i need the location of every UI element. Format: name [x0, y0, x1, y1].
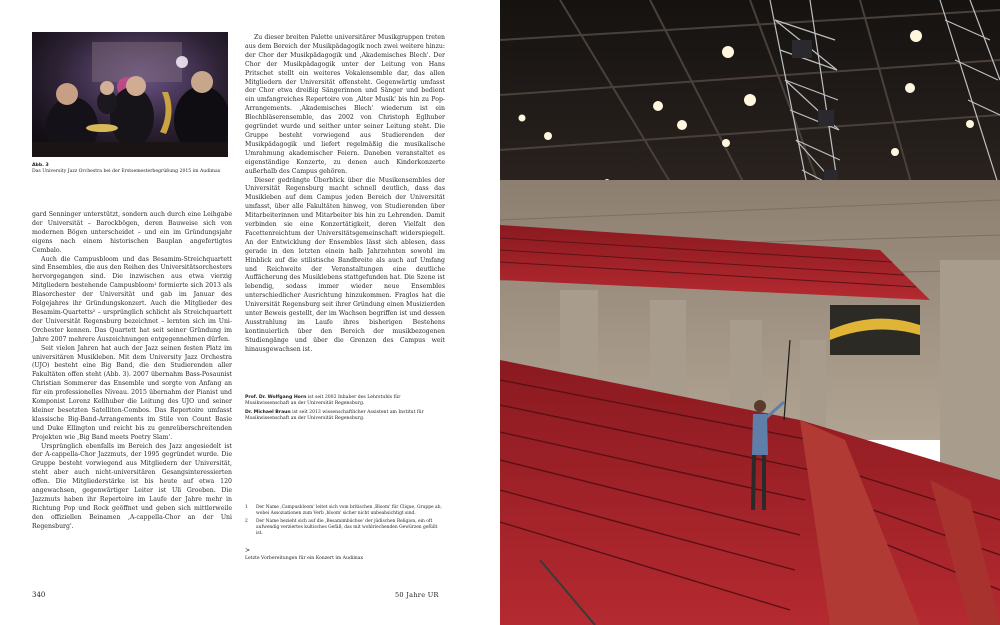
- author-text: ist seit 2013 wissenschaftlicher Assistent am Institut für Musikwissenschaft an der Universität Regensburg.: [245, 410, 424, 421]
- footnote-number: 1: [245, 505, 248, 510]
- text-column-right: [245, 34, 445, 355]
- running-head: 50 Jahre UR: [395, 591, 439, 599]
- footnote: [245, 519, 445, 537]
- text-column-left: [32, 211, 232, 532]
- auditorium-photo: [500, 0, 1000, 625]
- author-note: [245, 410, 445, 422]
- footnote-number: 2: [245, 519, 248, 524]
- paragraph: Seit vielen Jahren hat auch der Jazz seinen festen Platz im universitären Musikleben. Mit dem University Jazz Orchestra (UJO) besteht eine Big Band, die den Studierenden aller Fakultäten offen steht (Abb. 3). 2007 übernahm Bass-Posaunist Christian Sommerer das Ensemble und sorgte von Anfang an für ein professionelles Niveau. 2015 übernahm der Pianist und Komponist Lorenz Kellhuber die Leitung des UJO und seiner kleiner besetzten Satelliten-Combos. Das Repertoire umfasst klassische Big-Band-Arrangements im Stile von Count Basie und Duke Ellington und reicht bis zu genreüberschreitenden Projekten wie ‚Big Band meets Poetry Slam'.: [32, 344, 232, 441]
- footnote-text: Der Name ‚Campusbloom' leitet sich vom britischen ‚Bloom' für Clique, Gruppe ab, wobei Assoziationen zum Verb ‚bloom' sicher nicht unbeabsichtigt sind.: [256, 505, 442, 516]
- author-text: ist seit 2002 Inhaber des Lehrstuhls für Musikwissenschaft an der Universität Regensburg.: [245, 395, 401, 406]
- author-note: [245, 395, 445, 407]
- paragraph: Auch die Campusbloom und das Besamim-Streichquartett sind Ensembles, die aus den Reihen des Universitätsorchesters hervorgegangen sind. Die inzwischen aus etwa vierzig Mitgliedern bestehende Campusbloom¹ formierte sich 2013 als Blasorchester der Universität und gab im Januar des Folgejahres ihr Gründungskonzert. Auch die Mitglieder des Besamim-Quartetts² – ursprünglich schlicht als Streichquartett der Universität Regensburg bezeichnet – lernten sich im Uni-Orchester kennen. Das Quartett hat seit seiner Gründung im Jahre 2007 mehrere Auszeichnungen entgegennehmen dürfen.: [32, 255, 232, 343]
- footnote-text: Der Name bezieht sich auf die ‚Besamimbüchse' der jüdischen Religion, ein oft aufwendig verziertes kultisches Gefäß, das mit wohlriechenden Gewürzen gefüllt ist.: [256, 519, 438, 536]
- photo-caption-right: Letzte Vorbereitungen für ein Konzert im Audimax: [245, 556, 364, 561]
- footnotes: [245, 505, 445, 539]
- paragraph: Ursprünglich ebenfalls im Bereich des Jazz angesiedelt ist der A-cappella-Chor Jazzmuts, der 1995 gegründet wurde. Die Gruppe besteht vorwiegend aus Mitgliedern der Universität, steht aber auch nicht-universitären Gesangsinteressierten offen. Die Mitgliederstärke ist bis heute auf etwa 120 angewachsen, gegenwärtiger Leiter ist Uli Groeben. Die Jazzmuts haben ihr Repertoire im Laufe der Jahre mehr in Richtung Pop und Rock geöffnet und geben sich mittlerweile den offiziellen Beinamen ‚A-cappella-Chor an der Uni Regensburg'.: [32, 442, 232, 530]
- figure-caption: [32, 163, 232, 175]
- figure-label: Abb. 3: [32, 163, 49, 168]
- paragraph: gard Senninger unterstützt, sondern auch durch eine Leihgabe der Universität – Barockbögen, deren Bauweise sich von modernen Bögen unterscheidet – und ein im Gründungsjahr eigens nach einem historischen Bauplan angefertigtes Cembalo.: [32, 211, 232, 254]
- arrow-icon: >: [245, 547, 251, 554]
- author-name: Dr. Michael Braun: [245, 410, 291, 415]
- paragraph: Dieser gedrängte Überblick über die Musikensembles der Universität Regensburg macht schnell deutlich, dass das Musikleben auf dem Campus jeden Bereich der Universität umfasst, über alle Fakultäten hinweg, von Studierenden über Mitarbeiterinnen und Mitarbeiter bis hin zu Lehrenden. Damit verbinden sie eine Konzertätigkeit, deren Vielfalt den Facettenreichtum der Universitätsgemeinschaft widerspiegelt. An der Entwicklung der Ensembles lässt sich ablesen, dass gerade in den letzten einein halb Jahrzehnten sowohl im Hinblick auf die stilistische Bandbreite als auch auf Umfang und Reichweite der Veranstaltungen eine deutliche Auffächerung des Musiklebens stattgefunden hat. Die Szene ist lebendig, sodass immer wieder neue Ensembles unterschiedlicher Ausrichtung hinzukommen. Fraglos hat die Universität Regensburg seit ihrer Gründung einen Musizierden unter Beweis gestellt, der im Wachsen begriffen ist und dessen Ausstrahlung im Laufe ihres bisherigen Bestehens kontinuierlich über den Bereich der musikbezogenen Studiengänge und über die Grenzen des Campus weit hinausgewachsen ist.: [245, 176, 445, 353]
- author-name: Prof. Dr. Wolfgang Horn: [245, 395, 307, 400]
- page-number: 340: [32, 591, 46, 599]
- jazz-orchestra-photo: [32, 32, 228, 157]
- paragraph: Zu dieser breiten Palette universitärer Musikgruppen treten aus dem Bereich der Musikpädagogik noch zwei weitere hinzu: der Chor der Musikpädagogik und ‚Akademisches Blech'. Der Chor der Musikpädagogik unter der Leitung von Hans Pritschet stellt ein weiteres Vokalensemble dar, das allen Mitgliedern der Universität offensteht. Gegenwärtig umfasst der Chor etwa dreißig Sängerinnen und Sänger und bedient ein umfangreiches Repertoire von ‚Alter Musik' bis hin zu Pop-Arrangements. ‚Akademisches Blech' wiederum ist ein Blechbläserensemble, das 2002 von Christoph Eglhuber gegründet wurde und seither unter seiner Leitung steht. Die Gruppe besteht vorwiegend aus Studierenden der Musikpädagogik und liefert regelmäßig die musikalische Umrahmung akademischer Feiern. Daneben veranstaltet es eigenständige Konzerte, zu denen auch Kinderkonzerte außerhalb des Campus gehören.: [245, 34, 445, 175]
- figure-caption-text: Das University Jazz Orchestra bei der Erstsemesterbegrüßung 2015 im Audimax: [32, 169, 221, 174]
- footnote: [245, 505, 445, 517]
